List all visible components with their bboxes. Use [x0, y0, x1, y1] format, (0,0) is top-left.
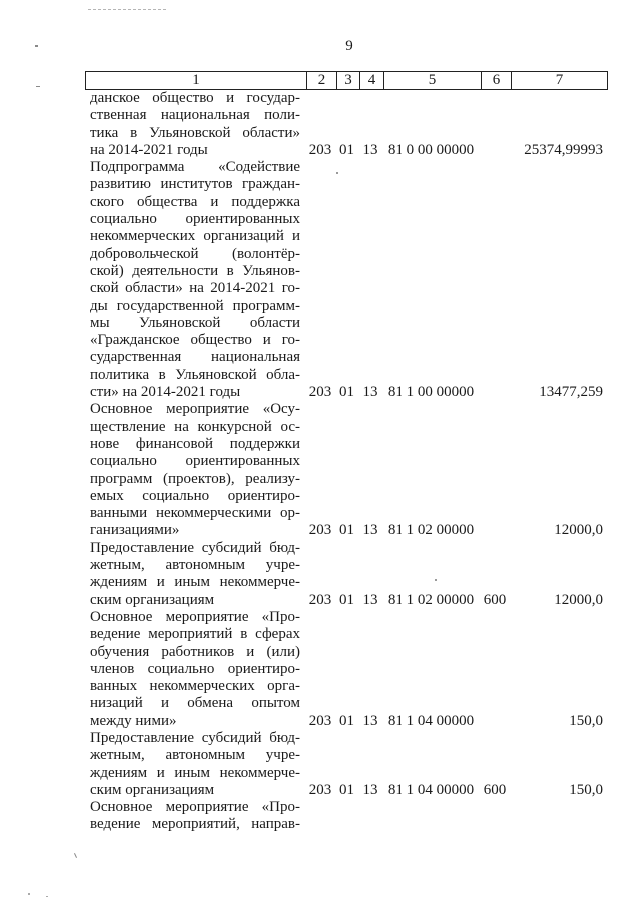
name-line: Предоставление субсидий бюд-	[90, 539, 300, 556]
row-name-cell	[85, 401, 305, 539]
name-line: ды государственной программ-	[90, 297, 300, 314]
name-line: ванных некоммерческих орга-	[90, 678, 300, 695]
col2-cell: 203	[308, 712, 332, 729]
col2-cell: 203	[308, 384, 332, 401]
name-line: добровольческой (волонтёр-	[90, 245, 300, 262]
scan-speck	[35, 45, 38, 47]
name-line: «Гражданское общество и го-	[90, 332, 300, 349]
table-row	[85, 730, 608, 799]
col4-cell: 13	[362, 781, 378, 798]
col6-cell	[480, 522, 510, 539]
amount-cell: 12000,0	[554, 522, 603, 539]
table-row	[85, 159, 608, 401]
scan-speck	[46, 896, 48, 897]
name-line: данское общество и государ-	[90, 90, 300, 106]
col4-cell: 13	[362, 522, 378, 539]
table-header	[85, 71, 608, 90]
col4-cell: 13	[362, 384, 378, 401]
name-line: ского общества и поддержка	[90, 193, 300, 210]
name-line: жетным, автономным учре-	[90, 747, 300, 764]
amount-cell: 13477,259	[539, 384, 603, 401]
name-line: нове финансовой поддержки	[90, 435, 300, 452]
table-row	[85, 401, 608, 539]
amount-cell: 150,0	[569, 781, 603, 798]
col4-cell: 13	[362, 591, 378, 608]
scan-speck	[28, 893, 30, 895]
table-row	[85, 609, 608, 730]
name-line: ведение мероприятий, направ-	[90, 816, 300, 833]
name-line: социально ориентированных	[90, 211, 300, 228]
table-row	[85, 799, 608, 834]
header-cell: 2	[306, 72, 336, 89]
col2-cell: 203	[308, 141, 332, 158]
row-name-cell	[85, 90, 305, 159]
name-line: социально ориентированных	[90, 453, 300, 470]
name-line: емых социально ориентиро-	[90, 487, 300, 504]
name-line: ждениям и иным некоммерче-	[90, 764, 300, 781]
row-name-cell	[85, 540, 305, 609]
col4-cell: 13	[362, 141, 378, 158]
row-name-cell	[85, 159, 305, 401]
col6-cell	[480, 142, 510, 159]
amount-cell: 25374,99993	[524, 141, 603, 158]
scan-mark-top	[88, 9, 166, 10]
name-line: ванными некоммерческими ор-	[90, 505, 300, 522]
col3-cell: 01	[339, 712, 354, 729]
name-line: низаций и обмена опытом	[90, 695, 300, 712]
scan-speck	[74, 853, 77, 858]
name-line: ждениям и иным некоммерче-	[90, 574, 300, 591]
col6-cell	[480, 384, 510, 401]
col5-cell: 81 1 04 00000	[387, 712, 475, 729]
name-line: ской области» на 2014-2021 го-	[90, 280, 300, 297]
col6-cell	[480, 713, 510, 730]
name-line: программ (проектов), реализу-	[90, 470, 300, 487]
header-cell: 3	[336, 72, 359, 89]
name-line: Предоставление субсидий бюд-	[90, 729, 300, 746]
col5-cell: 81 0 00 00000	[387, 141, 475, 158]
name-line: политика в Ульяновской обла-	[90, 366, 300, 383]
row-name-cell	[85, 730, 305, 799]
col3-cell: 01	[339, 384, 354, 401]
header-cell: 7	[511, 72, 607, 89]
name-line: ганизациями»	[90, 522, 180, 539]
table-row	[85, 540, 608, 609]
col2-cell: 203	[308, 522, 332, 539]
col5-cell: 81 1 02 00000	[387, 522, 475, 539]
amount-cell: 12000,0	[554, 591, 603, 608]
name-line: между ними»	[90, 712, 177, 729]
table-row	[85, 90, 608, 159]
name-line: Основное мероприятие «Про-	[90, 799, 300, 816]
name-line: сти» на 2014-2021 годы	[90, 384, 241, 401]
name-line: сударственная национальная	[90, 349, 300, 366]
header-cell: 6	[481, 72, 511, 89]
name-line: мы Ульяновской области	[90, 314, 300, 331]
name-line: развитию институтов граждан-	[90, 176, 300, 193]
page-number: 9	[345, 38, 353, 54]
col6-cell: 600	[483, 591, 507, 608]
col5-cell: 81 1 02 00000	[387, 591, 475, 608]
name-line: ским организациям	[90, 591, 215, 608]
name-line: на 2014-2021 годы	[90, 141, 208, 158]
name-line: ществление на конкурсной ос-	[90, 418, 300, 435]
col5-cell: 81 1 00 00000	[387, 384, 475, 401]
amount-cell: 150,0	[569, 712, 603, 729]
name-line: Подпрограмма «Содействие	[90, 159, 300, 176]
name-line: ственная национальная поли-	[90, 107, 300, 124]
name-line: жетным, автономным учре-	[90, 557, 300, 574]
col2-cell: 203	[308, 591, 332, 608]
name-line: ведение мероприятий в сферах	[90, 626, 300, 643]
col3-cell: 01	[339, 781, 354, 798]
col5-cell: 81 1 04 00000	[387, 781, 475, 798]
col3-cell: 01	[339, 141, 354, 158]
row-name-cell	[85, 799, 305, 834]
header-cell: 4	[359, 72, 383, 89]
col4-cell: 13	[362, 712, 378, 729]
scan-speck	[36, 86, 40, 87]
row-name-cell	[85, 609, 305, 730]
name-line: ским организациям	[90, 781, 215, 798]
col2-cell: 203	[308, 781, 332, 798]
name-line: тика в Ульяновской области»	[90, 124, 300, 141]
name-line: членов социально ориентиро-	[90, 660, 300, 677]
name-line: Основное мероприятие «Осу-	[90, 401, 300, 418]
name-line: некоммерческих организаций и	[90, 228, 300, 245]
col3-cell: 01	[339, 522, 354, 539]
header-cell: 5	[383, 72, 481, 89]
name-line: обучения работников и (или)	[90, 643, 300, 660]
name-line: Основное мероприятие «Про-	[90, 608, 300, 625]
col3-cell: 01	[339, 591, 354, 608]
name-line: ской) деятельности в Ульянов-	[90, 262, 300, 279]
col6-cell: 600	[483, 781, 507, 798]
table-body	[85, 90, 608, 834]
header-cell: 1	[192, 72, 200, 88]
